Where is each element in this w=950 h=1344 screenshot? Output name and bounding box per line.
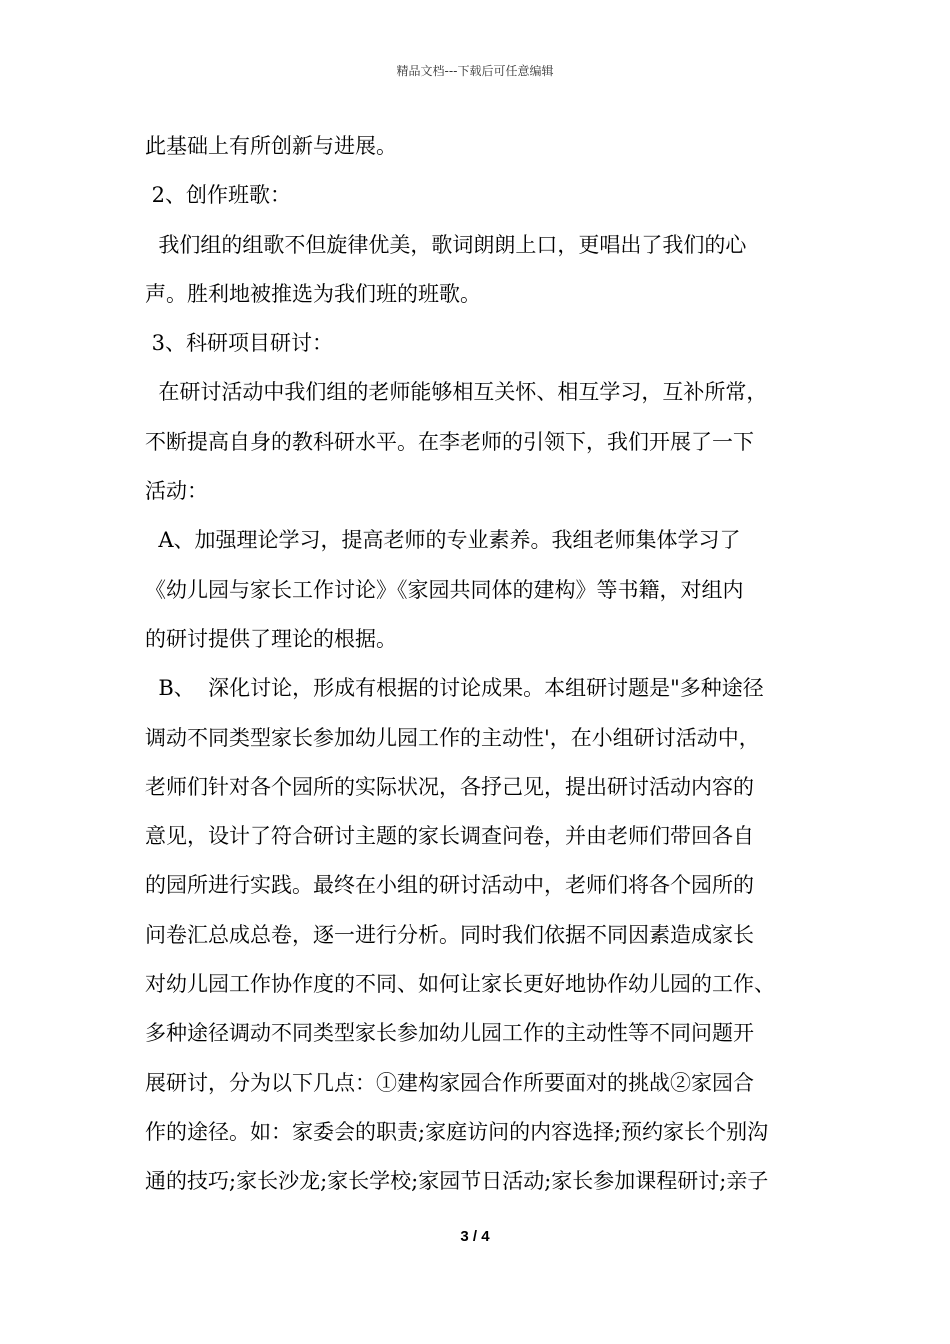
text-line: 我们组的组歌不但旋律优美，歌词朗朗上口，更唱出了我们的心 [145,232,747,257]
text-line: 《幼儿园与家长工作讨论》《家园共同体的建构》等书籍，对组内 [145,577,744,602]
page-number: 3 / 4 [460,1228,490,1245]
page-header: 精品文档---下载后可任意编辑 [396,64,554,78]
text-line: 展研讨，分为以下几点：①建构家园合作所要面对的挑战②家园合 [145,1070,754,1095]
text-line: 老师们针对各个园所的实际状况，各抒己见，提出研讨活动内容的 [145,774,754,799]
text-line: 3、科研项目研讨： [145,331,334,356]
text-line: 作的途径。如：家委会的职责;家庭访问的内容选择;预约家长个别沟 [145,1119,769,1144]
document-body [145,122,810,1207]
text-line: 在研讨活动中我们组的老师能够相互关怀、相互学习，互补所常， [145,380,768,405]
text-line: 声。胜利地被推选为我们班的班歌。 [145,281,481,306]
text-line: B、 深化讨论，形成有根据的讨论成果。本组研讨题是"多种途径 [145,676,764,701]
text-line: 的研讨提供了理论的根据。 [145,626,397,651]
text-line: 意见，设计了符合研讨主题的家长调查问卷，并由老师们带回各自 [145,824,754,849]
text-line: 问卷汇总成总卷，逐一进行分析。同时我们依据不同因素造成家长 [145,922,754,947]
text-line: A、加强理论学习，提高老师的专业素养。我组老师集体学习了 [145,528,741,553]
text-line: 调动不同类型家长参加幼儿园工作的主动性'，在小组研讨活动中， [145,725,760,750]
text-line: 的园所进行实践。最终在小组的研讨活动中，老师们将各个园所的 [145,873,754,898]
text-line: 活动： [145,479,208,504]
text-line: 多种途径调动不同类型家长参加幼儿园工作的主动性等不同问题开 [145,1021,754,1046]
text-line: 2、创作班歌： [145,183,292,208]
text-line: 通的技巧;家长沙龙;家长学校;家园节日活动;家长参加课程研讨;亲子 [145,1169,769,1194]
text-line: 不断提高自身的教科研水平。在李老师的引领下，我们开展了一下 [145,429,754,454]
text-line: 对幼儿园工作协作度的不同、如何让家长更好地协作幼儿园的工作、 [145,972,775,997]
text-line: 此基础上有所创新与进展。 [145,134,397,158]
